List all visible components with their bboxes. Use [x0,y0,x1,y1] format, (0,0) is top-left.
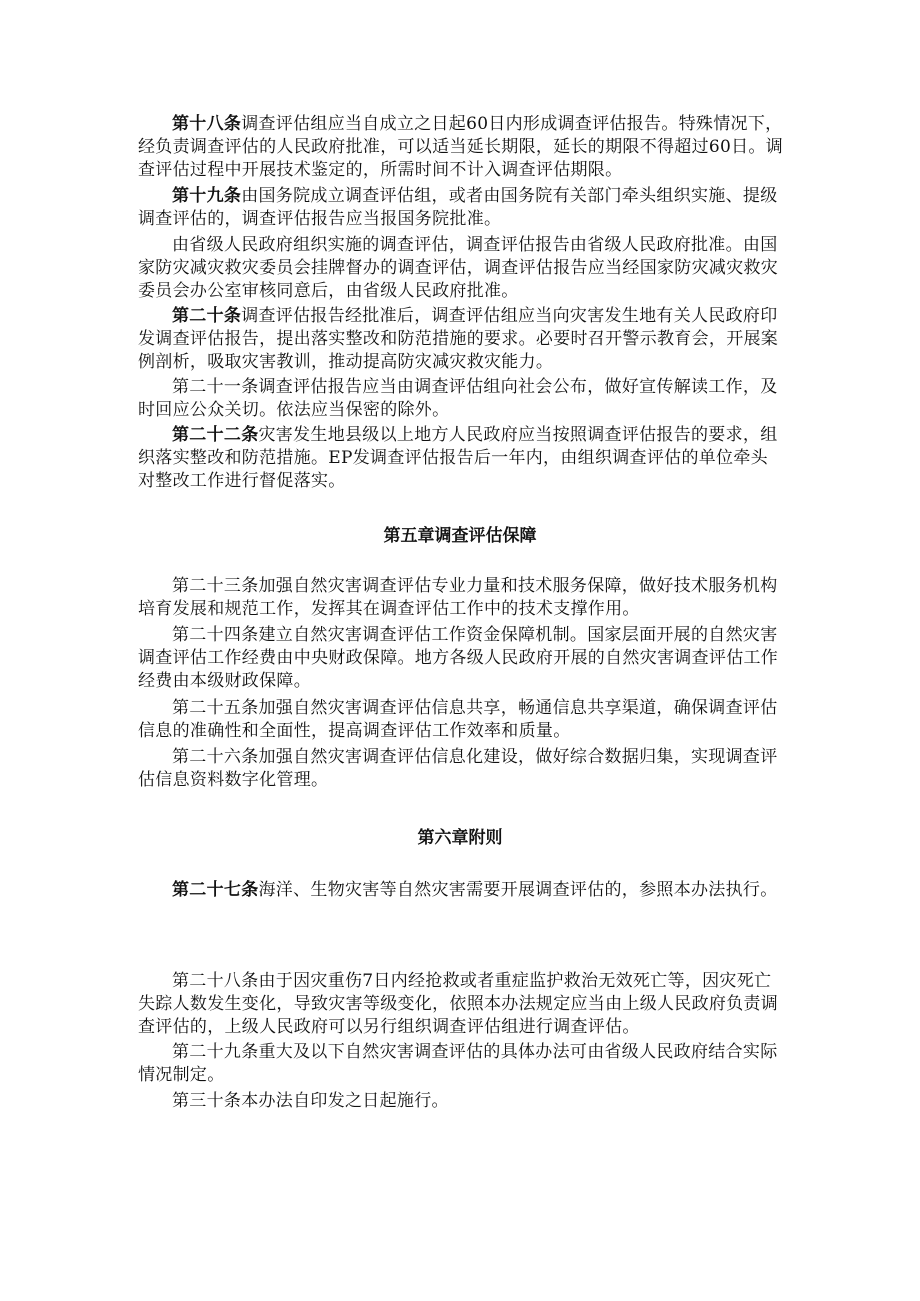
article-26 [138,746,785,792]
article-21-text: 第二十一条调查评估报告应当由调查评估组向社会公布，做好宣传解读工作，及时回应公众关切。依法应当保密的除外。 [138,377,778,420]
article-30-text: 第三十条本办法自印发之日起施行。 [172,1091,449,1111]
article-20-label: 第二十条 [172,306,242,326]
article-19 [138,185,785,231]
article-25-text: 第二十五条加强自然灾害调查评估信息共享，畅通信息共享渠道，确保调查评估信息的准确性和全面性，提高调查评估工作效率和质量。 [138,698,778,741]
article-19-label: 第十九条 [172,186,242,206]
article-23-text: 第二十三条加强自然灾害调查评估专业力量和技术服务保障，做好技术服务机构培育发展和规范工作，发挥其在调查评估工作中的技术支撑作用。 [138,576,778,619]
article-25 [138,697,785,743]
article-22 [138,424,785,493]
article-23 [138,575,785,621]
article-18-text: 调查评估组应当自成立之日起60日内形成调查评估报告。特殊情况下，经负责调查评估的人民政府批准，可以适当延长期限，延长的期限不得超过60日。调查评估过程中开展技术鉴定的，所需时间不计入调查评估期限。 [138,114,784,180]
article-27-label: 第二十七条 [172,880,259,900]
article-24 [138,624,785,693]
article-29-text: 第二十九条重大及以下自然灾害调查评估的具体办法可由省级人民政府结合实际情况制定。 [138,1042,778,1085]
article-28-text: 第二十八条由于因灾重伤7日内经抢救或者重症监护救治无效死亡等，因灾死亡失踪人数发生变化，导致灾害等级变化，依照本办法规定应当由上级人民政府负责调查评估的，上级人民政府可以另行组织调查评估组进行调查评估。 [138,971,779,1037]
article-26-text: 第二十六条加强自然灾害调查评估信息化建设，做好综合数据归集，实现调查评估信息资料数字化管理。 [138,747,778,790]
article-29 [138,1041,785,1087]
article-22-label: 第二十二条 [172,425,259,445]
article-22-text: 灾害发生地县级以上地方人民政府应当按照调查评估报告的要求，组织落实整改和防范措施。EP发调查评估报告后一年内，由组织调查评估的单位牵头对整改工作进行督促落实。 [138,425,778,491]
article-20 [138,305,785,374]
article-24-text: 第二十四条建立自然灾害调查评估工作资金保障机制。国家层面开展的自然灾害调查评估工作经费由中央财政保障。地方各级人民政府开展的自然灾害调查评估工作经费由本级财政保障。 [138,625,779,691]
article-20-text: 调查评估报告经批准后，调查评估组应当向灾害发生地有关人民政府印发调查评估报告，提出落实整改和防范措施的要求。必要时召开警示教育会，开展案例剖析，吸取灾害教训，推动提高防灾减灾救灾能力。 [138,306,779,372]
article-28 [138,970,785,1039]
article-18-label: 第十八条 [172,114,242,134]
article-27 [138,879,785,902]
article-30 [138,1090,785,1113]
chapter-5-heading: 第五章调查评估保障 [383,526,537,546]
article-21 [138,376,785,422]
article-18 [138,113,785,182]
article-19-text: 由国务院成立调查评估组，或者由国务院有关部门牵头组织实施、提级调查评估的，调查评估报告应当报国务院批准。 [138,186,778,229]
chapter-6-heading: 第六章附则 [417,828,503,848]
article-19-paragraph-2 [138,234,785,303]
article-27-text: 海洋、生物灾害等自然灾害需要开展调查评估的，参照本办法执行。 [258,880,778,900]
article-19-paragraph-2-text: 由省级人民政府组织实施的调查评估，调查评估报告由省级人民政府批准。由国家防灾减灾救灾委员会挂牌督办的调查评估，调查评估报告应当经国家防灾减灾救灾委员会办公室审核同意后，由省级人民政府批准。 [138,235,779,301]
